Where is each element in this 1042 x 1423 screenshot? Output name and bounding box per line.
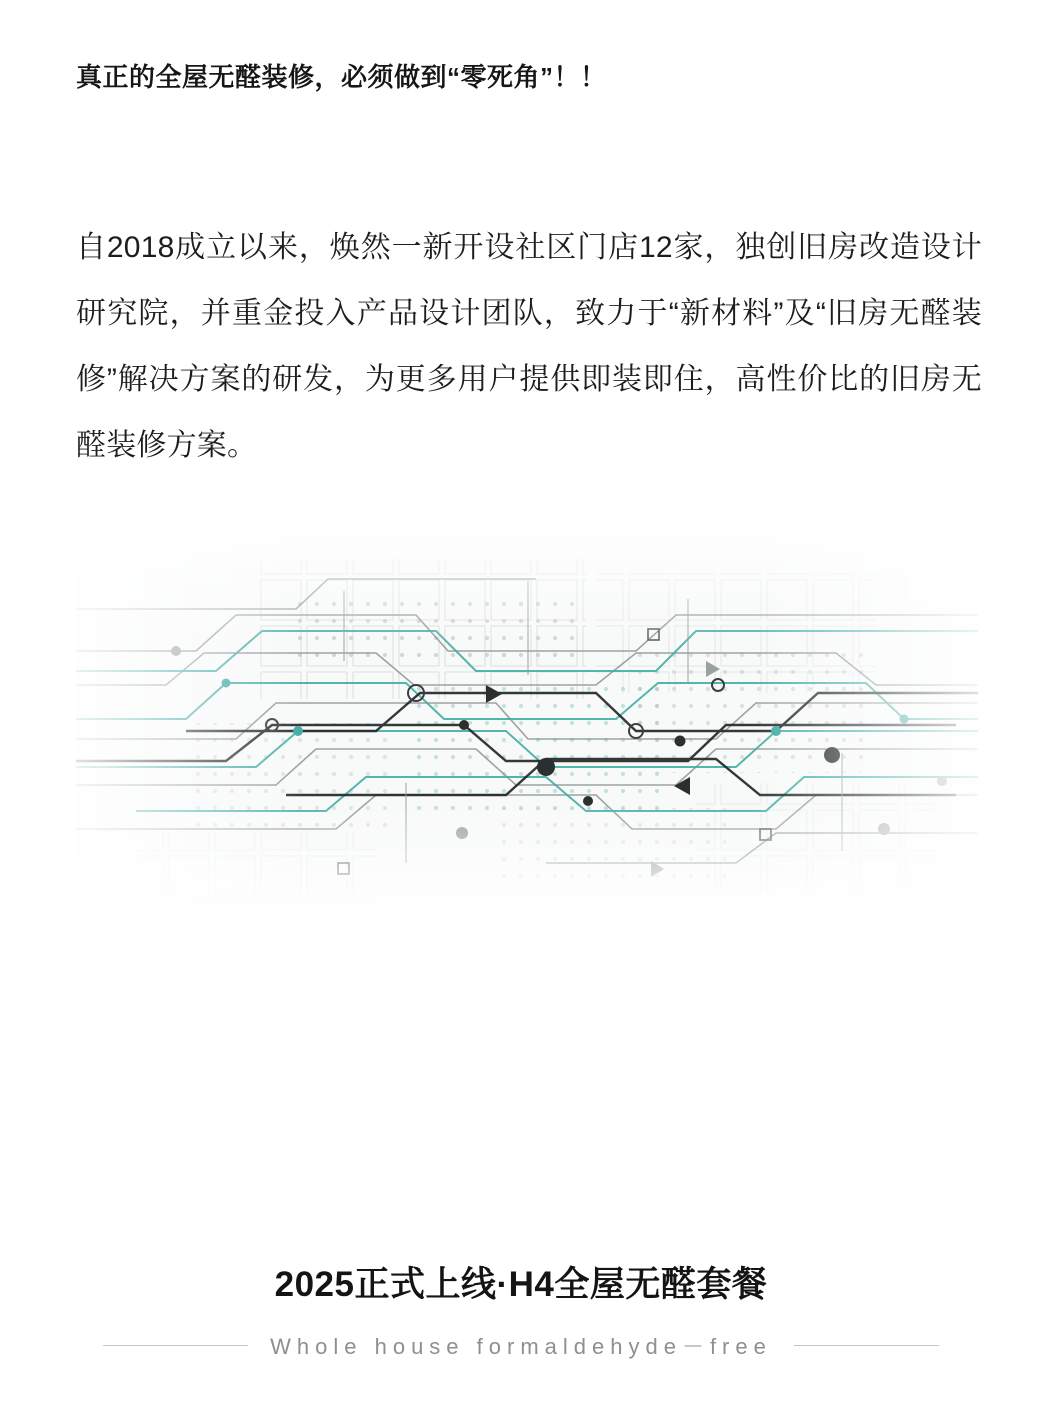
divider-left — [103, 1345, 248, 1346]
circuit-network-graphic — [76, 533, 978, 907]
section-title: 2025正式上线·H4全屋无醛套餐 — [274, 1265, 768, 1305]
divider-right — [794, 1345, 939, 1346]
subtitle-text: Whole house formaldehyde－free — [270, 1334, 772, 1359]
page-title: 真正的全屋无醛装修，必须做到“零死角”！！ — [76, 62, 607, 93]
subtitle-block — [0, 1330, 1042, 1361]
body-paragraph: 自2018成立以来，焕然一新开设社区门店12家，独创旧房改造设计研究院，并重金投入产品设计团队，致力于“新材料”及“旧房无醛装修”解决方案的研发，为更多用户提供即装即住，高性价比的旧房无醛装修方案。 — [76, 231, 982, 462]
circuit-network-illustration — [76, 533, 978, 907]
